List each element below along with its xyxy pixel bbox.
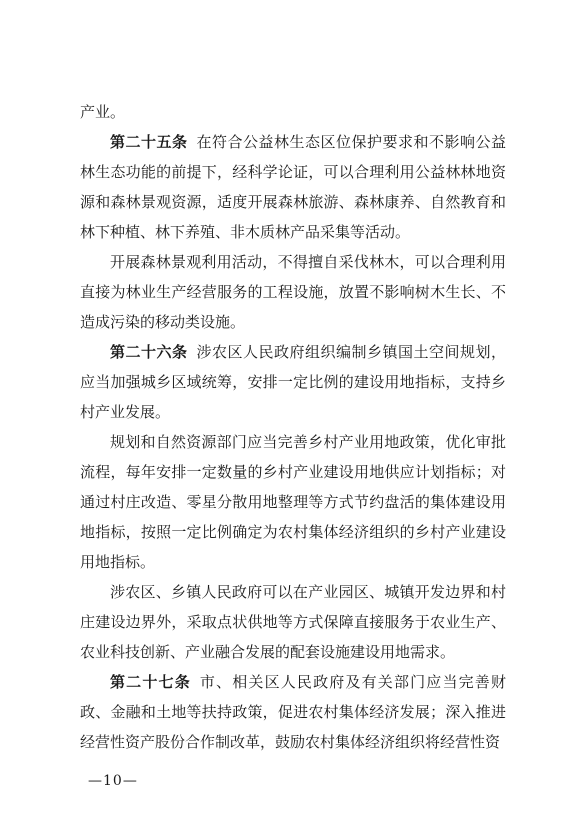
article-26-text: 涉农区人民政府组织编制乡镇国土空间规划，应当加强城乡区域统筹，安排一定比例的建设用地指标，支持乡村产业发展。 [80, 343, 506, 421]
document-body [80, 97, 506, 757]
article-25-text: 在符合公益林生态区位保护要求和不影响公益林生态功能的前提下，经科学论证，可以合理利用公益林林地资源和森林景观资源，适度开展森林旅游、森林康养、自然教育和林下种植、林下养殖、非木质林产品采集等活动。 [80, 133, 506, 241]
article-27-heading: 第二十七条 [110, 673, 191, 691]
paragraph-continuation: 产业。 [80, 103, 126, 121]
article-25-paragraph-2: 开展森林景观利用活动，不得擅自采伐林木，可以合理利用直接为林业生产经营服务的工程设施，放置不影响树木生长、不造成污染的移动类设施。 [80, 253, 506, 331]
article-25-paragraph [80, 127, 506, 247]
article-26-paragraph-3: 涉农区、乡镇人民政府可以在产业园区、城镇开发边界和村庄建设边界外，采取点状供地等方式保障直接服务于农业生产、农业科技创新、产业融合发展的配套设施建设用地需求。 [80, 583, 506, 661]
article-26-paragraph [80, 337, 506, 427]
article-27-paragraph [80, 667, 506, 757]
article-27-text: 市、相关区人民政府及有关部门应当完善财政、金融和土地等扶持政策，促进农村集体经济发展；深入推进经营性资产股份合作制改革，鼓励农村集体经济组织将经营性资 [80, 673, 506, 751]
page-number: —10— [88, 773, 138, 789]
article-25-heading: 第二十五条 [110, 133, 188, 151]
article-26-paragraph-2: 规划和自然资源部门应当完善乡村产业用地政策，优化审批流程，每年安排一定数量的乡村产业建设用地供应计划指标；对通过村庄改造、零星分散用地整理等方式节约盘活的集体建设用地指标，按照一定比例确定为农村集体经济组织的乡村产业建设用地指标。 [80, 433, 506, 571]
article-26-heading: 第二十六条 [110, 343, 188, 361]
